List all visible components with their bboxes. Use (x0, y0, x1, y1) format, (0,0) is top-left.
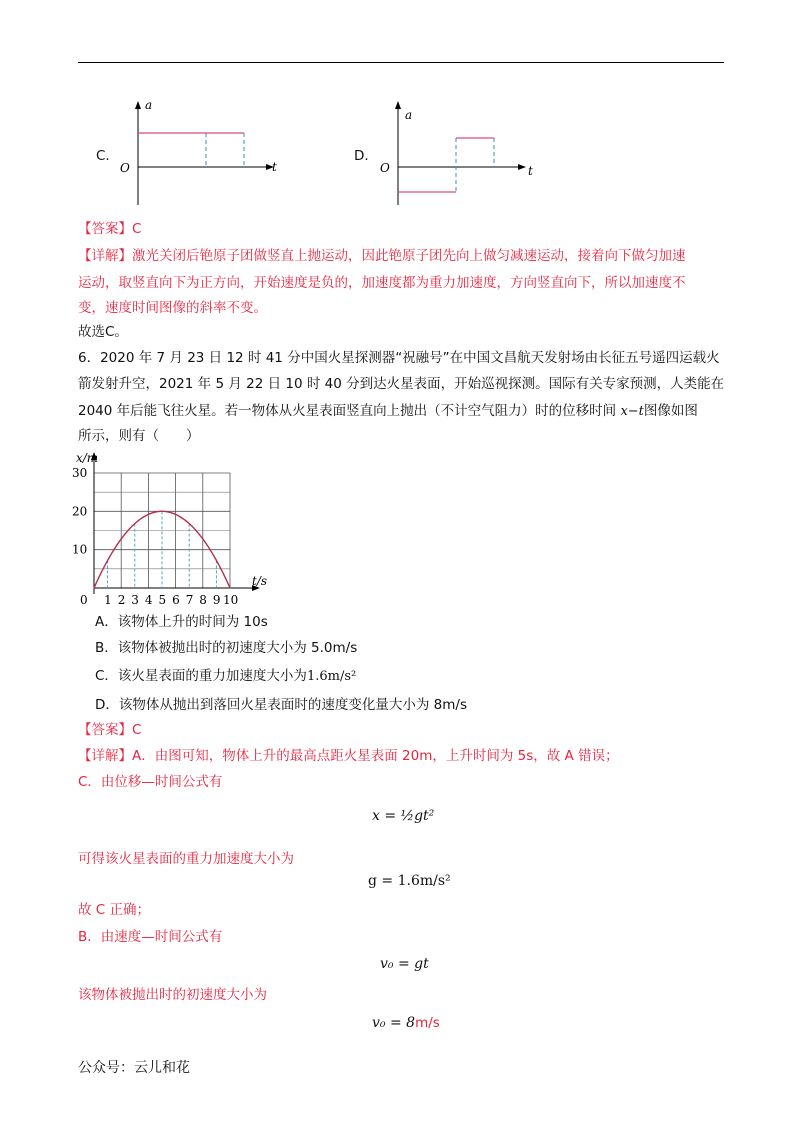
data-point (161, 511, 162, 512)
x-tick-label: 0 (80, 593, 88, 607)
x-tick-label: 3 (131, 593, 139, 607)
graph-c-y-label: a (145, 98, 153, 112)
q6-c-text: 可得该火星表面的重力加速度大小为 (78, 851, 294, 867)
graph-c (110, 95, 290, 215)
q5-explain-line-1: 【详解】激光关闭后铯原子团做竖直上抛运动，因此铯原子团先向上做匀减速运动，接着向下做匀加速 (78, 248, 686, 264)
data-point (229, 587, 230, 588)
q5-explain-line-2: 运动，取竖直向下为正方向，开始速度是负的，加速度都为重力加速度，方向竖直向下，所以加速度不 (78, 275, 686, 291)
graph-d-x-label: t (528, 164, 533, 178)
data-point (175, 514, 176, 515)
formula-v: v₀ = gt (380, 956, 429, 972)
q6-stem-line-2: 箭发射升空，2021 年 5 月 22 日 10 时 40 分到达火星表面，开始巡视探测。国际有关专家预测，人类能在 (78, 376, 725, 392)
option-c-label: C. (96, 148, 110, 164)
x-tick-label: 6 (172, 593, 180, 607)
header-rule (78, 62, 724, 63)
graph-c-origin: O (120, 161, 130, 175)
x-tick-label: 1 (104, 593, 112, 607)
q6-option-a: A．该物体上升的时间为 10s (95, 614, 268, 630)
x-axis-label: t/s (252, 574, 268, 588)
position-time-chart (72, 448, 287, 616)
x-tick-label: 5 (158, 593, 167, 607)
data-point (202, 538, 203, 539)
q5-answer: 【答案】C (78, 221, 142, 237)
graph-d-origin: O (380, 161, 390, 175)
q6-answer: 【答案】C (78, 722, 142, 738)
formula-x: x = ½gt² (372, 808, 435, 824)
q6-b-intro: B．由速度—时间公式有 (78, 929, 223, 945)
footer-wechat: 公众号：云儿和花 (78, 1060, 190, 1076)
x-tick-label: 10 (223, 593, 239, 607)
q6-option-b: B．该物体被抛出时的初速度大小为 5.0m/s (95, 640, 358, 656)
q6-b-text: 该物体被抛出时的初速度大小为 (78, 987, 267, 1003)
q6-option-d: D．该物体从抛出到落回火星表面时的速度变化量大小为 8m/s (95, 697, 468, 713)
x-tick-label: 8 (199, 593, 207, 607)
q6-explain-a: 【详解】A．由图可知，物体上升的最高点距火星表面 20m，上升时间为 5s，故 A 错误； (78, 748, 619, 764)
data-point (148, 514, 149, 515)
q6-stem-line-4: 所示，则有（ ） (78, 428, 200, 444)
q6-xt-symbol: x−t (620, 404, 644, 419)
data-point (216, 560, 217, 561)
q6-option-c: C．该火星表面的重力加速度大小为1.6m/s² (95, 668, 357, 684)
graph-c-x-label: t (272, 160, 277, 174)
x-tick-label: 9 (212, 593, 221, 607)
q5-explain-line-3: 变，速度时间图像的斜率不变。 (78, 300, 267, 316)
y-axis-label: x/m (76, 451, 99, 465)
x-tick-label: 7 (185, 593, 194, 607)
graph-d (370, 95, 550, 215)
option-d-label: D. (354, 148, 369, 164)
data-point (121, 538, 122, 539)
data-point (93, 587, 94, 588)
data-point (134, 523, 135, 524)
q6-c-intro: C．由位移—时间公式有 (78, 774, 223, 790)
q6-c-conclusion: 故 C 正确； (78, 902, 151, 918)
y-tick-label: 30 (72, 466, 88, 480)
q6-stem-line-3: 2040 年后能飞往火星。若一物体从火星表面竖直向上抛出（不计空气阻力）时的位移时间 x−t图像如图 (78, 403, 698, 419)
formula-g: g = 1.6m/s² (368, 873, 451, 889)
formula-v0: v₀ = 8m/s (372, 1015, 440, 1031)
graph-d-y-label: a (405, 108, 413, 122)
q5-select: 故选C。 (78, 324, 128, 340)
data-point (107, 560, 108, 561)
x-tick-label: 4 (144, 593, 153, 607)
data-point (189, 523, 190, 524)
y-tick-label: 10 (72, 542, 88, 557)
x-tick-label: 2 (117, 593, 126, 607)
y-tick-label: 20 (72, 504, 88, 519)
q6-stem-line-1: 6．2020 年 7 月 23 日 12 时 41 分中国火星探测器“祝融号”在中国文昌航天发射场由长征五号遥四运载火 (78, 350, 720, 366)
